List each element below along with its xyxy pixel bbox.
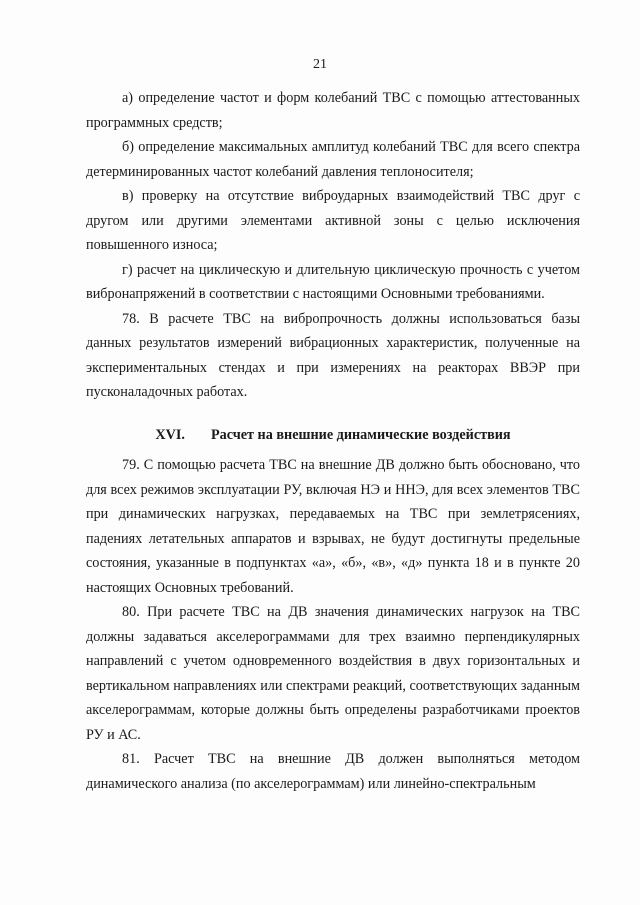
section-title: Расчет на внешние динамические воздействия — [210, 426, 511, 443]
paragraph-80: 80. При расчете ТВС на ДВ значения динамических нагрузок на ТВС должны задаваться акселерограммами для трех взаимно перпендикулярных направлений с учетом одновременного воздействия в двух горизонтальных и вертикальном направлениях или спектрами реакций, соответствующих заданным акселерограммам, которые должны быть определены разработчиками проектов РУ и АС. — [86, 604, 580, 743]
list-item-v: в) проверку на отсутствие виброударных взаимодействий ТВС друг с другом или другими элементами активной зоны с целью исключения повышенного износа; — [86, 188, 580, 253]
paragraph-79: 79. С помощью расчета ТВС на внешние ДВ должно быть обосновано, что для всех режимов эксплуатации РУ, включая НЭ и ННЭ, для всех элементов ТВС при динамических нагрузках, передаваемых на ТВС при землетрясениях, падениях летательных аппаратов и взрывах, не будут достигнуты предельные состояния, указанные в подпунктах «а», «б», «в», «д» пункта 18 и в пункте 20 настоящих Основных требований. — [86, 457, 580, 596]
paragraph-81: 81. Расчет ТВС на внешние ДВ должен выполняться методом динамического анализа (по акселерограммам) или линейно-спектральным — [86, 751, 580, 792]
page-number: 21 — [313, 57, 327, 72]
document-body — [86, 86, 580, 796]
paragraph-78: 78. В расчете ТВС на вибропрочность должны использоваться базы данных результатов измерений вибрационных характеристик, полученные на экспериментальных стендах и при измерениях на реакторах ВВЭР при пусконаладочных работах. — [86, 310, 580, 400]
section-heading — [86, 423, 580, 448]
list-item-a: а) определение частот и форм колебаний ТВС с помощью аттестованных программных средств; — [86, 90, 580, 131]
list-item-b: б) определение максимальных амплитуд колебаний ТВС для всего спектра детерминированных частот колебаний давления теплоносителя; — [86, 139, 580, 180]
section-number: XVI. — [155, 426, 185, 443]
list-item-g: г) расчет на циклическую и длительную циклическую прочность с учетом вибронапряжений в соответствии с настоящими Основными требованиями. — [86, 261, 580, 302]
